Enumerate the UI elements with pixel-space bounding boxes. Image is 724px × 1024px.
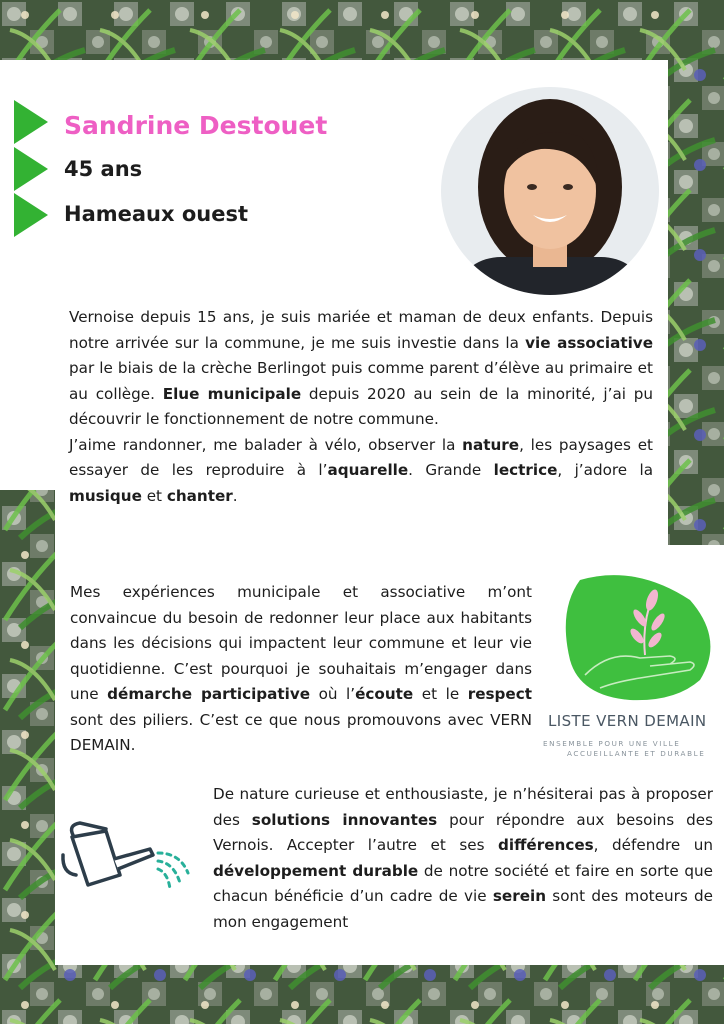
text-run: pour répondre aux besoins des Vernois. Accepter l’autre et ses: [213, 810, 713, 854]
text-run: . Grande: [408, 461, 494, 479]
text-run: , j’adore la: [557, 461, 654, 479]
text-run: et: [141, 486, 167, 505]
highlight-text: écoute: [355, 685, 414, 703]
text-run: , défendre un: [593, 836, 713, 854]
candidate-name: Sandrine Destouet: [64, 111, 328, 140]
highlight-text: lectrice: [493, 461, 558, 479]
logo-tagline-2: ACCUEILLANTE ET DURABLE: [567, 749, 706, 758]
highlight-text: aquarelle: [327, 461, 409, 479]
text-run: et le: [413, 685, 468, 703]
text-run: De nature curieuse et enthousiaste, je n’hésiterai pas à proposer des: [213, 785, 713, 829]
highlight-text: serein: [492, 887, 547, 905]
highlight-text: démarche participative: [107, 685, 311, 703]
hand-sprout-icon: [540, 570, 724, 710]
highlight-text: différences: [498, 836, 594, 854]
text-run: où l’: [310, 685, 356, 703]
text-run: Vernoise depuis 15 ans, je suis mariée et maman de deux enfants. Depuis notre arrivée sur la commune, je me suis investie dans la: [69, 308, 653, 352]
highlight-text: vie associative: [525, 333, 653, 352]
text-run: .: [232, 486, 238, 505]
highlight-text: nature: [462, 435, 520, 454]
text-run: de notre société et faire en sorte que chacun bénéficie d’un cadre de vie: [213, 861, 713, 905]
text-run: J’aime randonner, me balader à vélo, observer la: [69, 435, 463, 454]
watering-can-icon: [58, 815, 198, 905]
portrait-photo: [441, 87, 659, 295]
text-run: sont des piliers. C’est ce que nous promouvons avec VERN DEMAIN.: [70, 710, 532, 754]
highlight-text: musique: [69, 486, 142, 505]
text-run: depuis 2020 au sein de la minorité, j’ai pu découvrir le fonctionnement de notre commune.: [69, 384, 654, 428]
highlight-text: développement durable: [213, 861, 419, 880]
highlight-text: solutions innovantes: [251, 810, 438, 829]
highlight-text: respect: [467, 685, 532, 703]
text-run: Mes expériences municipale et associative m’ont convaincue du besoin de redonner leur place aux habitants dans les décisions qui impactent leur commune et leur vie quotidienne. C’est pourquoi je souhaitais m’engager dans une: [70, 583, 532, 703]
green-triangle-icon: [14, 193, 48, 237]
text-run: , les paysages et essayer de les reproduire à l’: [69, 435, 653, 479]
candidate-area: Hameaux ouest: [64, 202, 249, 226]
highlight-text: chanter: [166, 486, 233, 505]
candidate-age: 45 ans: [64, 157, 143, 181]
text-run: sont des moteurs de mon engagement: [213, 887, 713, 931]
highlight-text: Elue municipale: [162, 384, 302, 403]
green-triangle-icon: [14, 100, 48, 144]
green-triangle-icon: [14, 147, 48, 191]
bio-paragraph-2: [70, 580, 532, 759]
bio-paragraph-1: [69, 305, 653, 509]
vern-demain-logo: [540, 570, 724, 770]
bio-paragraph-3: [213, 782, 713, 935]
text-run: par le biais de la crèche Berlingot puis comme parent d’élève au primaire et au collège.: [69, 359, 653, 403]
logo-tagline-1: ENSEMBLE POUR UNE VILLE: [543, 739, 681, 748]
logo-name: LISTE VERN DEMAIN: [548, 712, 707, 730]
